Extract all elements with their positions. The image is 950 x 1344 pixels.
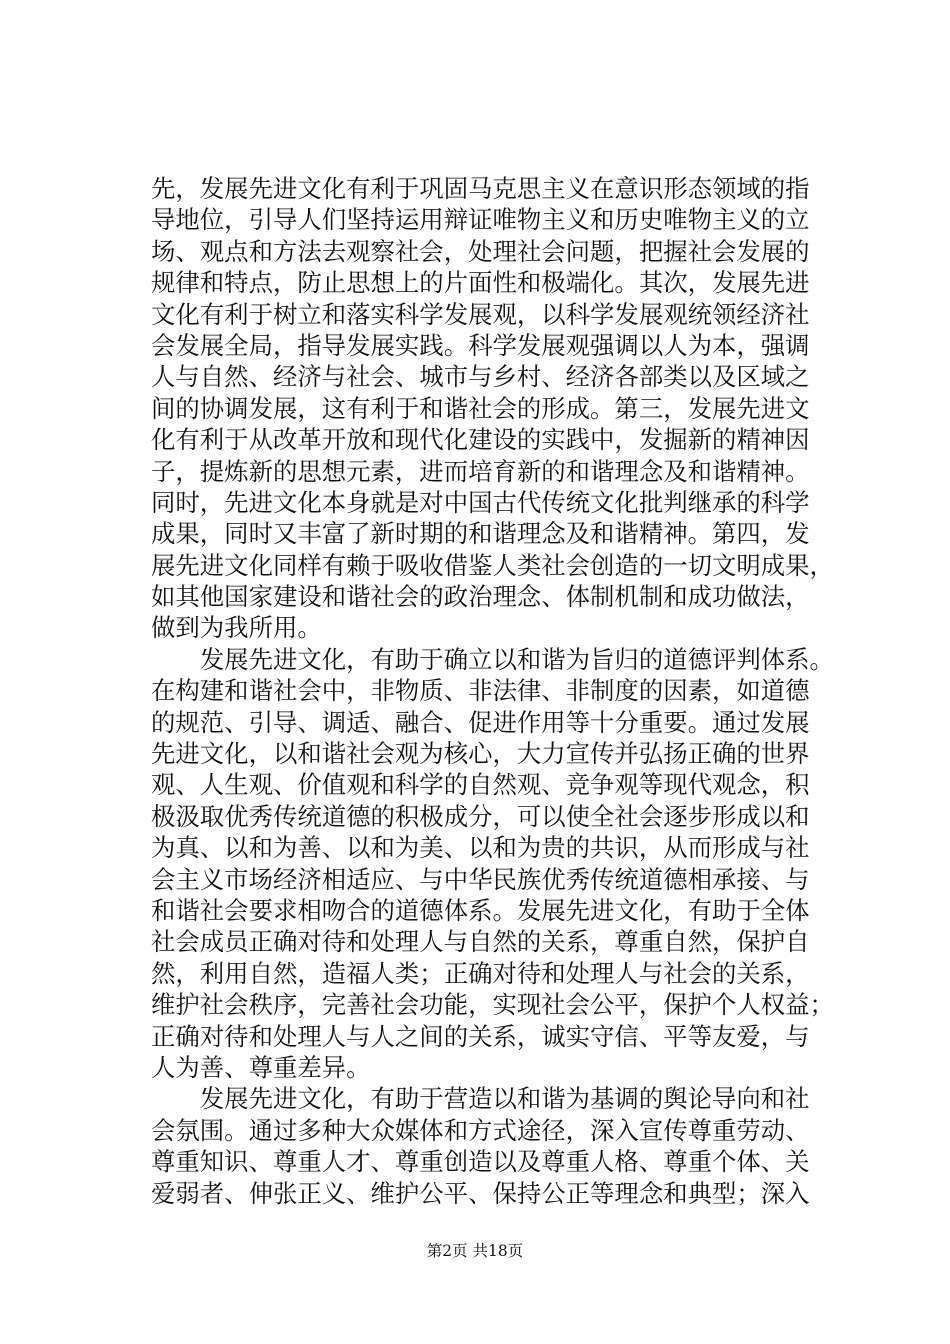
text-line: 爱弱者、伸张正义、维护公平、保持公正等理念和典型；深入	[151, 1178, 810, 1208]
text-line: 先进文化，以和谐社会观为核心，大力宣传并弘扬正确的世界	[151, 739, 810, 769]
page-number-footer: 第2页 共18页	[426, 1242, 524, 1260]
text-line: 的规范、引导、调适、融合、促进作用等十分重要。通过发展	[151, 707, 810, 737]
text-line: 然，利用自然，造福人类；正确对待和处理人与社会的关系，	[151, 958, 810, 988]
text-line: 正确对待和处理人与人之间的关系，诚实守信、平等友爱，与	[151, 1021, 810, 1051]
text-line: 会氛围。通过多种大众媒体和方式途径，深入宣传尊重劳动、	[151, 1115, 810, 1145]
text-line: 极汲取优秀传统道德的积极成分，可以使全社会逐步形成以和	[151, 801, 810, 831]
text-line: 会主义市场经济相适应、与中华民族优秀传统道德相承接、与	[151, 864, 810, 894]
text-line: 导地位，引导人们坚持运用辩证唯物主义和历史唯物主义的立	[151, 205, 810, 235]
text-line: 文化有利于树立和落实科学发展观，以科学发展观统领经济社	[151, 299, 810, 329]
text-line: 会发展全局，指导发展实践。科学发展观强调以人为本，强调	[151, 330, 810, 360]
text-line: 为真、以和为善、以和为美、以和为贵的共识，从而形成与社	[151, 833, 810, 863]
text-line: 化有利于从改革开放和现代化建设的实践中，发掘新的精神因	[151, 425, 810, 455]
text-line: 规律和特点，防止思想上的片面性和极端化。其次，发展先进	[151, 268, 810, 298]
text-line: 社会成员正确对待和处理人与自然的关系，尊重自然，保护自	[151, 927, 810, 957]
text-line: 发展先进文化，有助于确立以和谐为旨归的道德评判体系。	[151, 644, 834, 674]
text-line: 人与自然、经济与社会、城市与乡村、经济各部类以及区域之	[151, 362, 810, 392]
text-line: 观、人生观、价值观和科学的自然观、竞争观等现代观念，积	[151, 770, 810, 800]
text-line: 成果，同时又丰富了新时期的和谐理念及和谐精神。第四，发	[151, 519, 810, 549]
text-line: 展先进文化同样有赖于吸收借鉴人类社会创造的一切文明成果，	[151, 550, 834, 580]
text-line: 同时，先进文化本身就是对中国古代传统文化批判继承的科学	[151, 487, 810, 517]
text-line: 人为善、尊重差异。	[151, 1052, 371, 1082]
document-body	[151, 173, 841, 1209]
text-line: 间的协调发展，这有利于和谐社会的形成。第三，发展先进文	[151, 393, 810, 423]
text-line: 子，提炼新的思想元素，进而培育新的和谐理念及和谐精神。	[151, 456, 810, 486]
text-line: 发展先进文化，有助于营造以和谐为基调的舆论导向和社	[151, 1084, 810, 1114]
text-line: 场、观点和方法去观察社会，处理社会问题，把握社会发展的	[151, 236, 810, 266]
text-line: 先，发展先进文化有利于巩固马克思主义在意识形态领域的指	[151, 174, 810, 203]
text-line: 做到为我所用。	[151, 613, 322, 643]
text-line: 维护社会秩序，完善社会功能，实现社会公平，保护个人权益；	[151, 990, 834, 1020]
text-line: 在构建和谐社会中，非物质、非法律、非制度的因素，如道德	[151, 676, 810, 706]
text-line: 如其他国家建设和谐社会的政治理念、体制机制和成功做法，	[151, 582, 810, 612]
text-line: 尊重知识、尊重人才、尊重创造以及尊重人格、尊重个体、关	[151, 1147, 810, 1177]
text-line: 和谐社会要求相吻合的道德体系。发展先进文化，有助于全体	[151, 895, 810, 925]
